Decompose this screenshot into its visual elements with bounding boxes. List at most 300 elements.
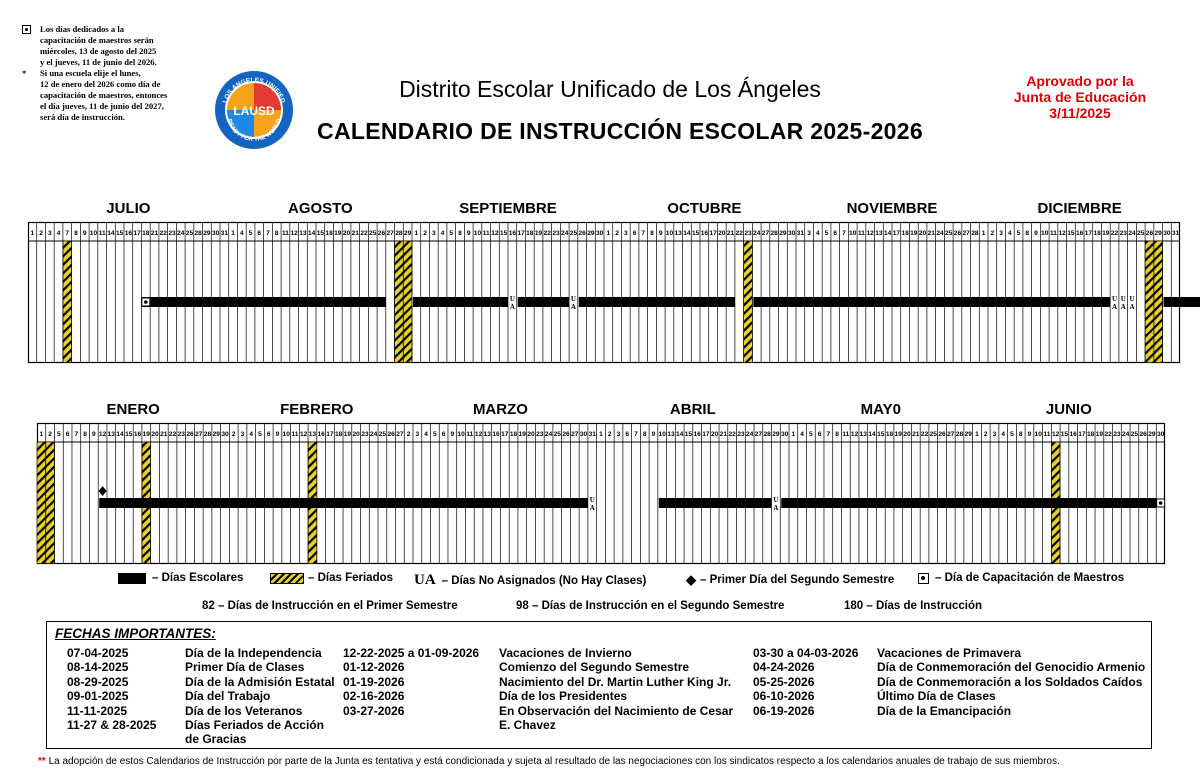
unassigned-day-marker: U [589, 496, 595, 504]
approval-line: Aprovado por la [1026, 73, 1134, 89]
day-number: 13 [674, 230, 682, 237]
unassigned-day-marker: A [509, 303, 515, 311]
day-number: 2 [39, 230, 43, 237]
day-number: 3 [240, 431, 245, 438]
calendar-title: CALENDARIO DE INSTRUCCIÓN ESCOLAR 2025-2026 [317, 118, 923, 144]
important-date-label: Día de los Veteranos [185, 703, 303, 718]
day-number: 15 [1067, 230, 1075, 237]
important-date: 07-04-2025 [67, 646, 129, 660]
unassigned-day-marker: A [570, 303, 576, 311]
logo-bottom-text: READY FOR THE WORLD [225, 118, 283, 144]
day-number: 10 [457, 431, 465, 438]
day-number: 1 [599, 431, 603, 438]
day-number: 21 [726, 230, 735, 237]
important-date-row [753, 675, 1149, 689]
day-number: 25 [945, 230, 953, 237]
day-number: 20 [527, 431, 535, 438]
summary-first-semester: 82 – Días de Instrucción en el Primer Semestre [202, 600, 458, 612]
day-number: 25 [378, 431, 387, 438]
day-number: 1 [975, 431, 979, 438]
day-number: 27 [396, 431, 404, 438]
legend-unassigned [414, 572, 646, 589]
calendar-grid [28, 222, 1180, 364]
day-number: 26 [1145, 230, 1154, 237]
day-number: 18 [325, 230, 333, 237]
day-number: 20 [903, 431, 911, 438]
day-number: 9 [1027, 431, 1032, 438]
day-number: 20 [352, 431, 360, 438]
day-number: 28 [955, 431, 964, 438]
approval-line: 3/11/2025 [1049, 105, 1111, 121]
important-date-row [67, 718, 337, 747]
day-number: 30 [211, 230, 220, 237]
important-date-label: Vacaciones de Primavera [877, 646, 1022, 660]
holiday-column [63, 241, 72, 363]
day-number: 23 [552, 230, 560, 237]
day-number: 28 [395, 230, 403, 237]
day-number: 1 [39, 431, 44, 438]
day-number: 29 [772, 431, 780, 438]
day-number: 30 [1156, 431, 1165, 438]
important-date-row [67, 675, 337, 689]
important-date: 11-11-2025 [67, 703, 128, 718]
unassigned-day-marker: A [589, 504, 595, 512]
day-number: 17 [1078, 431, 1086, 438]
calendar-grid [37, 423, 1165, 565]
day-number: 6 [833, 230, 838, 237]
day-number: 2 [423, 230, 427, 237]
day-number: 12 [474, 431, 483, 438]
day-number: 4 [249, 431, 254, 438]
day-number: 19 [910, 230, 918, 237]
day-number: 27 [947, 431, 955, 438]
month-name-abril: ABRIL [669, 401, 716, 418]
day-number: 25 [1130, 431, 1139, 438]
important-date-label: Día de Conmemoración del Genocidio Armenio [877, 660, 1146, 675]
day-number: 22 [728, 431, 736, 438]
day-number: 1 [30, 230, 35, 237]
important-dates-box [46, 621, 1152, 749]
asterisk-marker: * [22, 68, 27, 78]
day-number: 12 [1058, 230, 1066, 237]
month-name-agosto: AGOSTO [287, 200, 353, 217]
day-number: 24 [745, 431, 754, 438]
day-number: 16 [700, 230, 709, 237]
day-number: 4 [1001, 431, 1006, 438]
day-number: 23 [1113, 431, 1121, 438]
day-number: 18 [1093, 230, 1101, 237]
important-date: 03-30 a 04-03-2026 [753, 646, 859, 660]
important-date-row [343, 675, 743, 689]
day-number: 2 [615, 230, 619, 237]
day-number: 11 [98, 230, 106, 237]
day-number: 21 [160, 431, 168, 438]
important-date-label: Primer Día de Clases [185, 660, 305, 675]
important-date-label: Día de los Presidentes [499, 689, 628, 704]
day-number: 29 [212, 431, 220, 438]
day-number: 15 [316, 230, 325, 237]
important-date: 06-19-2026 [753, 703, 815, 718]
day-number: 6 [65, 431, 70, 438]
day-number: 3 [807, 230, 811, 237]
unassigned-day-marker: A [1112, 303, 1118, 311]
day-number: 6 [625, 431, 630, 438]
month-name-octubre: OCTUBRE [667, 200, 742, 217]
day-number: 13 [308, 431, 317, 438]
important-date: 03-27-2026 [343, 703, 405, 718]
day-number: 3 [47, 230, 52, 237]
important-date-row [753, 689, 1149, 703]
month-name-marzo: MARZO [472, 401, 528, 418]
day-number: 17 [702, 431, 710, 438]
day-number: 2 [231, 431, 236, 438]
unassigned-day-marker: U [570, 295, 576, 303]
day-number: 11 [291, 431, 299, 438]
day-number: 8 [835, 431, 839, 438]
day-number: 6 [257, 230, 262, 237]
training-day-dot [1159, 501, 1163, 505]
day-number: 17 [517, 230, 525, 237]
day-number: 9 [658, 230, 663, 237]
month-name-julio: JULIO [106, 200, 151, 217]
holiday-column [395, 241, 404, 363]
school-days-bar [753, 297, 1110, 307]
day-number: 5 [809, 431, 813, 438]
important-date: 06-10-2026 [753, 689, 815, 704]
legend-training-day [918, 572, 1124, 584]
day-number: 12 [1052, 431, 1060, 438]
note2-line: 12 de enero del 2026 como día de [40, 79, 161, 89]
note2-line: será día de instrucción. [40, 112, 125, 122]
holiday-column [744, 241, 753, 363]
day-number: 22 [920, 431, 929, 438]
note1-line: miércoles, 13 de agosto del 2025 [40, 46, 157, 56]
footnote-stars: ** [38, 756, 46, 767]
day-number: 25 [569, 230, 578, 237]
holiday-swatch [270, 573, 304, 584]
important-date-row [67, 689, 337, 703]
day-number: 22 [168, 431, 177, 438]
day-number: 12 [290, 230, 298, 237]
day-number: 28 [203, 431, 212, 438]
day-number: 15 [684, 431, 693, 438]
important-date: 08-14-2025 [67, 660, 129, 675]
important-date-label: Vacaciones de Invierno [499, 646, 632, 660]
day-number: 1 [791, 431, 796, 438]
day-number: 12 [98, 431, 107, 438]
day-number: 5 [824, 230, 829, 237]
important-dates-column [343, 646, 743, 732]
day-number: 21 [719, 431, 728, 438]
footnote-text: La adopción de estos Calendarios de Instrucción por parte de la Junta es tentativa y está condicionada y sujeta al resultado de las negociaciones con los sindicatos respecto a los calendarios anuales de trabajo de sus miembros. [45, 756, 1060, 767]
holiday-column [1145, 241, 1154, 363]
day-number: 28 [770, 230, 778, 237]
training-day-icon [918, 573, 929, 584]
day-number: 19 [518, 431, 526, 438]
important-date-label: Día del Trabajo [185, 689, 271, 704]
day-number: 5 [258, 431, 262, 438]
training-day-dot [144, 300, 148, 304]
legend [0, 572, 1200, 592]
day-number: 18 [901, 230, 909, 237]
day-number: 2 [990, 230, 995, 237]
important-date-row [67, 646, 337, 660]
day-number: 27 [962, 230, 970, 237]
logo-top-text: LOS ANGELES UNIFIED [221, 76, 287, 104]
important-date: 04-24-2026 [753, 660, 815, 675]
day-number: 13 [875, 230, 883, 237]
day-number: 29 [587, 230, 595, 237]
important-date-label: En Observación del Nacimiento de Cesar E. Chavez [499, 703, 734, 733]
day-number: 7 [65, 230, 70, 237]
day-number: 25 [553, 431, 561, 438]
day-number: 12 [491, 230, 499, 237]
day-number: 30 [780, 431, 789, 438]
day-number: 14 [307, 230, 316, 237]
important-date: 09-01-2025 [67, 689, 129, 704]
district-name: Distrito Escolar Unificado de Los Ángeles [399, 76, 821, 102]
day-number: 10 [665, 230, 674, 237]
day-number: 22 [1104, 431, 1112, 438]
day-number: 11 [1043, 431, 1051, 438]
day-number: 10 [282, 431, 290, 438]
day-number: 3 [992, 431, 997, 438]
important-date-row [343, 660, 743, 674]
day-number: 17 [501, 431, 509, 438]
important-date-label: Días Feriados de Acción de Gracias [185, 718, 324, 747]
day-number: 2 [983, 431, 988, 438]
day-number: 30 [221, 431, 229, 438]
day-number: 28 [194, 230, 202, 237]
day-number: 23 [361, 431, 369, 438]
day-number: 7 [266, 230, 270, 237]
day-number: 3 [415, 431, 420, 438]
day-number: 4 [440, 230, 445, 237]
note2-line: el día jueves, 11 de junio del 2027, [40, 101, 164, 111]
diamond-icon: ◆ [686, 572, 696, 587]
important-date-label: Día de la Emancipación [877, 703, 1012, 718]
month-name-febrero: FEBRERO [280, 401, 354, 418]
day-number: 22 [1110, 230, 1119, 237]
month-name-enero: ENERO [106, 401, 160, 418]
month-name-noviembre: NOVIEMBRE [846, 200, 938, 217]
day-number: 23 [536, 431, 544, 438]
day-number: 14 [676, 431, 684, 438]
day-number: 27 [571, 431, 579, 438]
day-number: 9 [450, 431, 455, 438]
day-number: 3 [999, 230, 1003, 237]
day-number: 24 [753, 230, 761, 237]
day-number: 23 [168, 230, 176, 237]
calendar-second-semester [37, 401, 1165, 564]
day-number: 2 [48, 431, 52, 438]
day-number: 16 [317, 431, 325, 438]
day-number: 5 [1016, 230, 1021, 237]
day-number: 4 [815, 230, 820, 237]
important-date: 11-27 & 28-2025 [67, 718, 157, 733]
day-number: 18 [335, 431, 343, 438]
day-number: 15 [877, 431, 885, 438]
day-number: 11 [482, 230, 490, 237]
day-number: 22 [735, 230, 743, 237]
unassigned-day-marker: U [509, 295, 515, 303]
day-number: 3 [623, 230, 628, 237]
day-number: 31 [1171, 230, 1180, 237]
day-number: 6 [817, 431, 822, 438]
legend-label: – Días Feriados [308, 572, 394, 584]
day-number: 8 [274, 230, 279, 237]
day-number: 18 [142, 230, 150, 237]
note2-line: Si una escuela elije el lunes, [40, 68, 141, 78]
day-number: 20 [151, 431, 159, 438]
school-days-bar [781, 498, 1156, 508]
day-number: 23 [737, 431, 745, 438]
day-number: 24 [936, 230, 944, 237]
day-number: 20 [718, 230, 726, 237]
day-number: 29 [779, 230, 787, 237]
notes-block [20, 24, 190, 123]
day-number: 19 [1095, 431, 1104, 438]
day-number: 20 [711, 431, 719, 438]
semester-start-diamond [99, 486, 107, 496]
day-number: 27 [195, 431, 203, 438]
day-number: 18 [509, 431, 518, 438]
day-number: 20 [918, 230, 927, 237]
day-number: 13 [483, 431, 491, 438]
day-number: 2 [607, 431, 612, 438]
day-number: 10 [473, 230, 482, 237]
legend-label: – Días Escolares [152, 572, 244, 584]
important-dates-heading: FECHAS IMPORTANTES: [55, 626, 216, 641]
school-days-bar [142, 297, 385, 307]
unassigned-day-marker: A [1120, 303, 1126, 311]
day-number: 24 [369, 431, 378, 438]
day-number: 18 [885, 431, 894, 438]
day-number: 20 [342, 230, 351, 237]
important-date-row [343, 689, 743, 703]
legend-label: – Día de Capacitación de Maestros [935, 572, 1125, 584]
important-date: 02-16-2026 [343, 689, 405, 704]
important-date: 12-22-2025 a 01-09-2026 [343, 646, 480, 660]
day-number: 19 [142, 431, 150, 438]
day-number: 14 [116, 431, 124, 438]
day-number: 29 [964, 431, 972, 438]
day-number: 21 [912, 431, 920, 438]
note1-line: capacitación de maestros serán [40, 35, 154, 45]
day-number: 7 [74, 431, 79, 438]
day-number: 13 [859, 431, 867, 438]
legend-school-days [118, 572, 243, 584]
day-number: 16 [508, 230, 517, 237]
day-number: 16 [1075, 230, 1084, 237]
day-number: 27 [761, 230, 770, 237]
day-number: 23 [744, 230, 752, 237]
day-number: 31 [220, 230, 229, 237]
day-number: 8 [1018, 431, 1023, 438]
day-number: 29 [203, 230, 211, 237]
day-number: 4 [800, 431, 804, 438]
day-number: 21 [150, 230, 159, 237]
day-number: 24 [544, 431, 553, 438]
day-number: 18 [526, 230, 534, 237]
day-number: 24 [1121, 431, 1130, 438]
unassigned-day-marker: A [1129, 303, 1135, 311]
month-name-may0: MAY0 [860, 401, 901, 418]
training-day-icon [22, 25, 31, 34]
day-number: 28 [763, 431, 771, 438]
important-date-label: Comienzo del Segundo Semestre [499, 660, 690, 675]
holiday-column [37, 442, 46, 564]
day-number: 21 [351, 230, 359, 237]
day-number: 5 [248, 230, 253, 237]
day-number: 17 [326, 431, 334, 438]
day-number: 22 [159, 230, 167, 237]
calendar-frame [38, 424, 1165, 564]
day-number: 29 [1154, 230, 1162, 237]
school-days-bar [99, 498, 588, 508]
important-date-label: Nacimiento del Dr. Martin Luther King Jr. [499, 674, 732, 689]
day-number: 19 [343, 431, 352, 438]
day-number: 26 [953, 230, 962, 237]
day-number: 9 [466, 230, 471, 237]
day-number: 4 [56, 230, 61, 237]
day-number: 26 [387, 431, 395, 438]
day-number: 9 [275, 431, 280, 438]
note2-line: capacitación de maestros, entonces [40, 90, 168, 100]
day-number: 30 [579, 431, 588, 438]
approval-line: Junta de Educación [1013, 89, 1147, 105]
day-number: 13 [299, 230, 307, 237]
day-number: 15 [125, 431, 133, 438]
day-number: 11 [466, 431, 474, 438]
day-number: 25 [369, 230, 377, 237]
day-number: 1 [606, 230, 611, 237]
day-number: 14 [107, 230, 115, 237]
important-date: 01-12-2026 [343, 660, 405, 675]
day-number: 1 [231, 230, 235, 237]
legend-label: – Días No Asignados (No Hay Clases) [441, 574, 647, 587]
note1-line: y el jueves, 11 de junio del 2026. [40, 57, 157, 67]
day-number: 6 [632, 230, 637, 237]
day-number: 29 [1148, 431, 1156, 438]
day-number: 19 [894, 431, 902, 438]
day-number: 10 [1034, 431, 1042, 438]
important-date-row [67, 660, 337, 674]
day-number: 2 [406, 431, 411, 438]
unassigned-day-marker: U [1129, 295, 1135, 303]
day-number: 31 [796, 230, 805, 237]
unassigned-day-marker: A [773, 504, 779, 512]
day-number: 3 [616, 431, 621, 438]
important-date: 05-25-2026 [753, 674, 815, 689]
day-number: 5 [57, 431, 61, 438]
school-days-bar [579, 297, 735, 307]
holiday-column [46, 442, 55, 564]
day-number: 24 [1128, 230, 1136, 237]
school-days-bar [518, 297, 569, 307]
important-date-row [343, 646, 743, 660]
day-number: 7 [641, 230, 646, 237]
day-number: 30 [1163, 230, 1171, 237]
important-date-row [753, 660, 1149, 674]
day-number: 25 [1137, 230, 1145, 237]
day-number: 4 [1007, 230, 1012, 237]
day-number: 30 [595, 230, 604, 237]
day-number: 25 [185, 230, 194, 237]
day-number: 6 [266, 431, 271, 438]
day-number: 23 [177, 431, 185, 438]
legend-holidays [270, 572, 393, 584]
